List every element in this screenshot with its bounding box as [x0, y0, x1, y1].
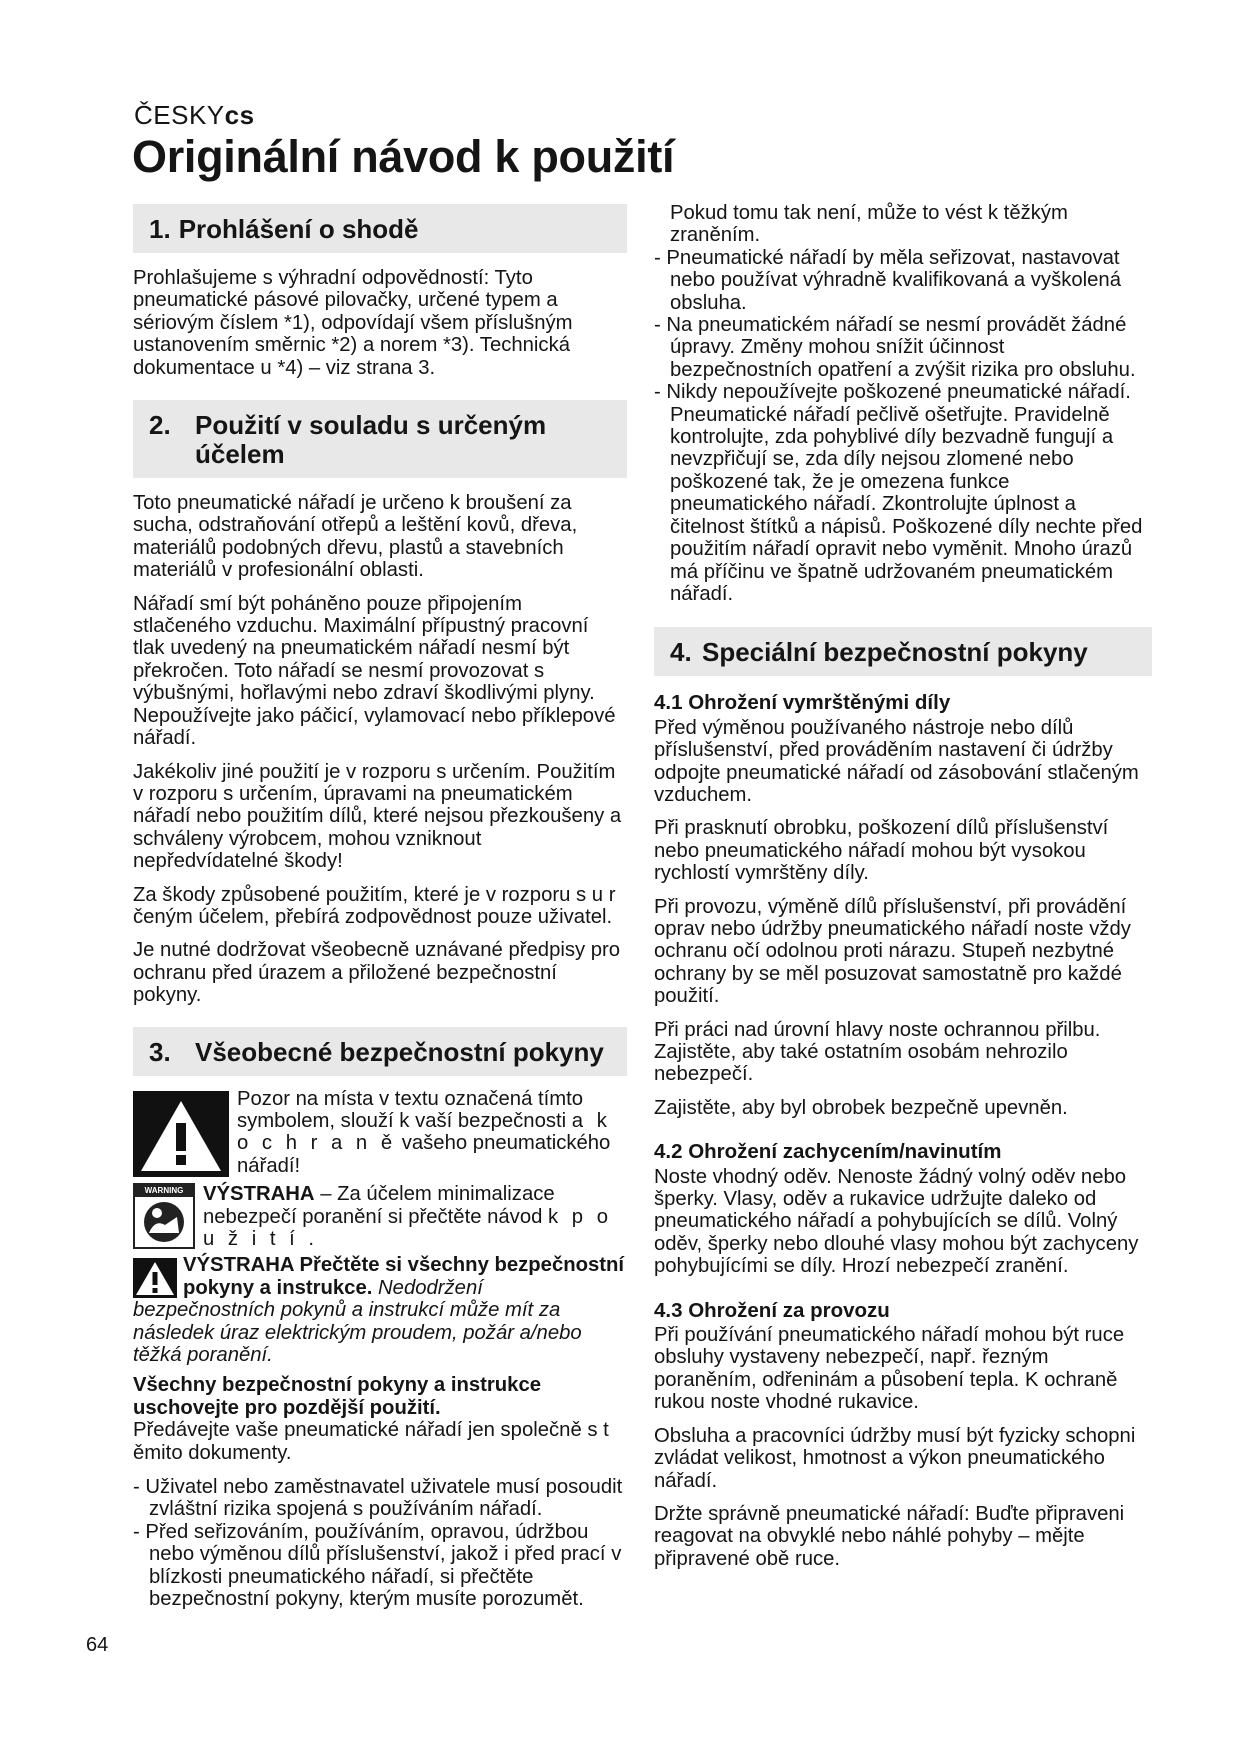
- page-number: 64: [86, 1634, 109, 1656]
- list-item: - Uživatel nebo zaměstnavatel uživatele musí posoudit zvláštní rizika spojená s používáním nářadí.: [133, 1476, 623, 1521]
- paragraph: Při používání pneumatického nářadí mohou být ruce obsluhy vystaveny nebezpečí, např. řezným poraněním, odřeninám a působení tepla. K ochraně rukou noste vhodné rukavice.: [654, 1324, 1125, 1414]
- paragraph: Obsluha a pracovníci údržby musí být fyzicky schopni zvládat velikost, hmotnost a výkon pneumatického nářadí.: [654, 1424, 1136, 1492]
- warning-bold-label: VÝSTRAHA: [203, 1183, 315, 1206]
- paragraph: Zajistěte, aby byl obrobek bezpečně upevněn.: [654, 1096, 1068, 1119]
- right-column: [654, 202, 1150, 1581]
- section-title: Použití v souladu s určeným účelem: [195, 410, 547, 470]
- keep-instructions-bold: Všechny bezpečnostní pokyny a instrukce uschovejte pro pozdější použití.: [133, 1374, 542, 1419]
- keep-instructions: [133, 1374, 625, 1464]
- paragraph: Noste vhodný oděv. Nenoste žádný volný oděv nebo šperky. Vlasy, oděv a rukavice udržujte daleko od pneumatického nářadí a pohybujících se dílů. Volný oděv, šperky nebo dlouhé vlasy mohou být zachyceny pohybujícími se díly. Hrozí nebezpečí zranění.: [654, 1165, 1139, 1278]
- subsection-heading: 4.2 Ohrožení zachycením/navinutím: [654, 1140, 1002, 1164]
- paragraph: Při práci nad úrovní hlavy noste ochrannou přilbu. Zajistěte, aby také ostatním osobám nehrozilo nebezpečí.: [654, 1018, 1101, 1086]
- section-2-heading: [133, 400, 627, 478]
- attention-notice: [133, 1088, 625, 1178]
- language-label: [134, 100, 255, 131]
- list-item: - Před seřizováním, používáním, opravou, údržbou nebo výměnou dílů příslušenství, jakož i před prací v blízkosti pneumatického nářadí, si přečtěte bezpečnostní pokyny, kterým musíte porozumět.: [133, 1520, 622, 1611]
- section-title: Prohlášení o shodě: [178, 214, 419, 244]
- keep-instructions-text: Předávejte vaše pneumatické nářadí jen společně s t ěmito dokumenty.: [133, 1419, 609, 1464]
- list-item: - Pneumatické nářadí by měla seřizovat, nastavovat nebo používat výhradně kvalifikovaná a vyškolená obsluha.: [654, 246, 1121, 314]
- section-number: 2.: [149, 410, 171, 441]
- paragraph: Za škody způsobené použitím, které je v rozporu s u r čeným účelem, přebírá zodpovědnost pouze uživatel.: [133, 883, 616, 928]
- warning-italic-text: Nedodržení bezpečnostních pokynů a instrukcí může mít za následek úraz elektrickým proudem, požár a/nebo těžká poranění.: [133, 1276, 582, 1367]
- subsection-heading: 4.3 Ohrožení za provozu: [654, 1298, 890, 1322]
- paragraph: Je nutné dodržovat všeobecně uznávané předpisy pro ochranu před úrazem a přiložené bezpečnostní pokyny.: [133, 939, 621, 1007]
- section-number: 3.: [149, 1036, 171, 1067]
- attention-text: Pozor na místa v textu označená tímto symbolem, slouží k vaší bezpečnosti: [237, 1087, 584, 1132]
- attention-text-spaced: a k o c h r a n ě: [237, 1109, 611, 1155]
- section-1-heading: [133, 204, 627, 253]
- warning-triangle-icon: [133, 1091, 229, 1177]
- language-code: cs: [224, 100, 255, 130]
- section-number: 1.: [149, 214, 171, 244]
- section-title: Všeobecné bezpečnostní pokyny: [195, 1036, 604, 1067]
- read-manual-badge: [133, 1183, 195, 1249]
- declaration-text: Prohlašujeme s výhradní odpovědností: Tyto pneumatické pásové pilovačky, určené typem a sériovým číslem *1), odpovídají všem příslušným ustanovením směrnic *2) a norem *3). Technická dokumentace u *4) – viz strana 3.: [133, 267, 573, 379]
- paragraph: Jakékoliv jiné použití je v rozporu s určením. Použitím v rozporu s určením, úpravami na pneumatickém nářadí nebo použitím dílů, které nejsou přezkoušeny a schváleny výrobcem, mohou vzniknout nepředvídatelné škody!: [133, 760, 622, 873]
- language-name: ČESKY: [134, 100, 225, 130]
- section-4-heading: [654, 627, 1152, 676]
- paragraph: Při provozu, výměně dílů příslušenství, při provádění oprav nebo údržby pneumatického nářadí noste vždy ochranu očí odolnou proti nárazu. Stupeň nezbytné ochrany by se měl posuzovat samostatně pro každé použití.: [654, 895, 1131, 1008]
- list-continuation: Pokud tomu tak není, může to vést k těžkým zraněním.: [670, 202, 1068, 247]
- warning-text: – Za účelem minimalizace nebezpečí poranění si přečtěte návod: [203, 1183, 555, 1228]
- warning-badge-label: WARNING: [135, 1185, 193, 1197]
- paragraph: Nářadí smí být poháněno pouze připojením stlačeného vzduchu. Maximální přípustný pracovní tlak uvedený na pneumatickém nářadí nesmí být překročen. Toto nářadí se nesmí provozovat s výbušnými, hořlavými nebo zdraví škodlivými plyny. Nepoužívejte jako páčicí, vylamovací nebo příklepové nářadí.: [133, 592, 616, 750]
- warning-bold-text: VÝSTRAHA Přečtěte si všechny bezpečnostní pokyny a instrukce.: [183, 1254, 625, 1299]
- attention-text-end: vašeho pneumatického nářadí!: [237, 1132, 611, 1177]
- section-number: 4.: [670, 637, 692, 668]
- paragraph: Před výměnou používaného nástroje nebo dílů příslušenství, před prováděním nastavení či údržby odpojte pneumatické nářadí od zásobování stlačeným vzduchem.: [654, 716, 1139, 806]
- left-column: [133, 204, 625, 1611]
- section-title: Speciální bezpečnostní pokyny: [702, 637, 1088, 668]
- page-title: Originální návod k použití: [132, 131, 675, 182]
- list-item: - Na pneumatickém nářadí se nesmí provádět žádné úpravy. Změny mohou snížit účinnost bezpečnostních opatření a zvýšit rizika pro obsluhu.: [654, 314, 1136, 381]
- list-item: - Nikdy nepoužívejte poškozené pneumatické nářadí. Pneumatické nářadí pečlivě ošetřujte. Pravidelně kontrolujte, zda pohyblivé díly bezvadně fungují a nevzpřičují se, zda díly nejsou zlomené nebo poškozené tak, že je omezena funkce pneumatického nářadí. Zkontrolujte úplnost a čitelnost štítků a nápisů. Poškozené díly nechte před použitím nářadí opravit nebo vyměnit. Mnoho úrazů má příčinu ve špatně udržovaném pneumatickém nářadí.: [654, 381, 1143, 605]
- read-instructions-warning: [133, 1254, 625, 1366]
- warning-triangle-small-icon: [133, 1258, 177, 1298]
- section-3-heading: [133, 1027, 627, 1076]
- subsection-heading: 4.1 Ohrožení vymrštěnými díly: [654, 691, 951, 715]
- read-manual-warning: [133, 1183, 625, 1250]
- paragraph: Při prasknutí obrobku, poškození dílů příslušenství nebo pneumatického nářadí mohou být vysokou rychlostí vymrštěny díly.: [654, 817, 1109, 885]
- paragraph: Držte správně pneumatické nářadí: Buďte připraveni reagovat na obvyklé nebo náhlé pohyby – mějte připravené obě ruce.: [654, 1502, 1125, 1570]
- warning-text-spaced: k p o u ž i t í .: [203, 1205, 613, 1250]
- paragraph: Toto pneumatické nářadí je určeno k broušení za sucha, odstraňování otřepů a leštění kovů, dřeva, materiálů podobných dřevu, plastů a stavebních materiálů v profesionální oblasti.: [133, 492, 578, 582]
- read-manual-icon: [135, 1197, 193, 1247]
